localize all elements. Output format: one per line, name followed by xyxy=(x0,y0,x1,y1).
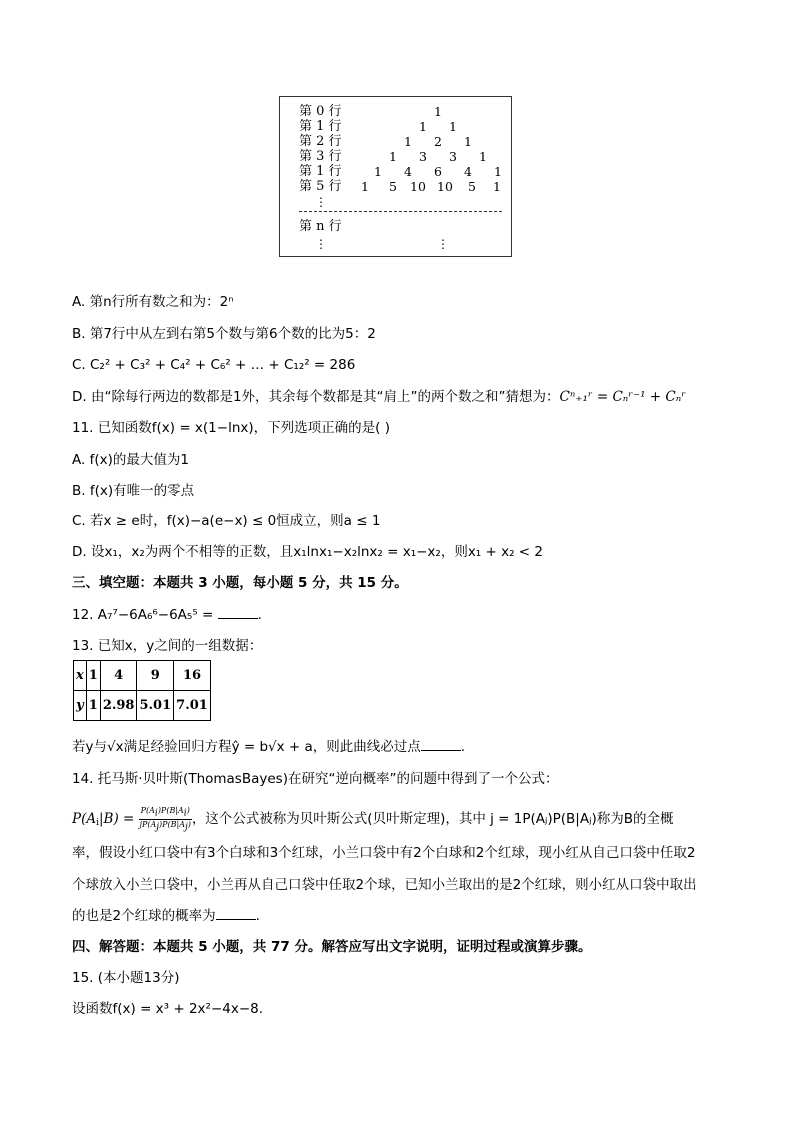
tri-cell: 1 xyxy=(434,104,442,119)
option-11a: A. f(x)的最大值为1 xyxy=(72,452,189,468)
table-cell: 1 xyxy=(86,661,100,691)
tri-cell: 3 xyxy=(419,149,427,164)
tri-cell: 1 xyxy=(404,134,412,149)
table-cell: 1 xyxy=(86,691,100,721)
question-14-line2-rest: ，这个公式被称为贝叶斯公式(贝叶斯定理)，其中 j = 1P(Aⱼ)P(B|Aⱼ)称为B的全概 xyxy=(191,811,674,828)
tri-cell: 1 xyxy=(361,179,369,194)
dashed-divider xyxy=(299,211,502,212)
tri-cell: 1 xyxy=(419,119,427,134)
tri-cell: 4 xyxy=(464,164,472,179)
question-13-text xyxy=(72,737,465,757)
tri-cell: 1 xyxy=(494,164,502,179)
answer-blank[interactable] xyxy=(218,607,258,619)
tri-cell: 5 xyxy=(389,179,397,194)
table-row xyxy=(74,661,211,691)
bayes-fraction: $\frac{P(A_i)P(B|A_i)}{jP(A_j)P(B|A_j)}$ xyxy=(139,806,191,833)
question-11-stem: 11. 已知函数f(x) = x(1−lnx)，下列选项正确的是( ) xyxy=(72,420,390,436)
tri-cell: 1 xyxy=(479,149,487,164)
tri-cell: 1 xyxy=(374,164,382,179)
tri-cell: 6 xyxy=(434,164,442,179)
question-14-line4: 个球放入小兰口袋中，小兰再从自己口袋中任取2个球，已知小兰取出的是2个红球，则小红从口袋中取出 xyxy=(72,877,697,893)
section-3-heading: 三、填空题：本题共 3 小题，每小题 5 分，共 15 分。 xyxy=(72,575,408,591)
row-label-5: 第 5 行 xyxy=(299,179,342,194)
tri-cell: 10 xyxy=(410,179,426,194)
tri-cell: 1 xyxy=(493,179,501,194)
table-row xyxy=(74,691,211,721)
question-14-line5-text: 的也是2个红球的概率为 xyxy=(72,908,216,924)
tri-cell: 1 xyxy=(449,119,457,134)
table-cell: 7.01 xyxy=(174,691,211,721)
vdots: ⋮ xyxy=(315,195,327,209)
question-12-label: 12. A₇⁷−6A₆⁶−6A₅⁵ = xyxy=(72,607,214,623)
answer-blank[interactable] xyxy=(421,739,461,751)
vdots: ⋮ xyxy=(315,237,327,251)
table-cell: 9 xyxy=(137,661,174,691)
answer-blank[interactable] xyxy=(216,908,256,920)
question-14-line1: 14. 托马斯·贝叶斯(ThomasBayes)在研究“逆向概率”的问题中得到了一个公式： xyxy=(72,771,559,787)
option-11c: C. 若x ≥ e时，f(x)−a(e−x) ≤ 0恒成立，则a ≤ 1 xyxy=(72,513,381,529)
table-cell: x xyxy=(74,661,87,691)
question-13-stem: 13. 已知x，y之间的一组数据： xyxy=(72,638,263,654)
question-12 xyxy=(72,605,262,625)
question-15-text: 设函数f(x) = x³ + 2x²−4x−8. xyxy=(72,1001,264,1017)
question-13-end: . xyxy=(460,739,466,755)
option-10c: C. C₂² + C₃² + C₄² + C₆² + … + C₁₂² = 286 xyxy=(72,357,356,373)
row-label-2: 第 2 行 xyxy=(299,134,342,149)
tri-cell: 5 xyxy=(468,179,476,194)
row-label-1: 第 1 行 xyxy=(299,119,342,134)
option-11b: B. f(x)有唯一的零点 xyxy=(72,483,195,499)
tri-cell: 10 xyxy=(437,179,453,194)
section-4-heading: 四、解答题：本题共 5 小题，共 77 分。解答应写出文字说明，证明过程或演算步骤。 xyxy=(72,939,592,955)
row-label-0: 第 0 行 xyxy=(299,104,342,119)
tri-cell: 4 xyxy=(404,164,412,179)
option-11d: D. 设x₁，x₂为两个不相等的正数，且x₁lnx₁−x₂lnx₂ = x₁−x₂，则x₁ + x₂ < 2 xyxy=(72,544,543,560)
question-14-line2: P(Ai|B) = $\frac{P(A_i)P(B|A_i)}{jP(A_j)P(B|A_j)}$ ，这个公式被称为贝叶斯公式(贝叶斯定理)，其中 j = 1P(Aⱼ)P(B|Aⱼ)称为B的全概 xyxy=(72,806,674,833)
question-12-end: . xyxy=(257,607,262,623)
option-10d-formula: Cⁿ₊₁ʳ = Cₙʳ⁻¹ + Cₙʳ xyxy=(559,389,686,405)
tri-cell: 3 xyxy=(449,149,457,164)
option-10a: A. 第n行所有数之和为：2ⁿ xyxy=(72,294,234,310)
table-cell: 2.98 xyxy=(100,691,137,721)
option-10d-text: D. 由“除每行两边的数都是1外，其余每个数都是其“肩上”的两个数之和”猜想为： xyxy=(72,389,560,405)
table-cell: y xyxy=(74,691,87,721)
table-cell: 4 xyxy=(100,661,137,691)
tri-cell: 2 xyxy=(434,134,442,149)
question-14-end: . xyxy=(255,908,260,924)
row-label-n: 第 n 行 xyxy=(299,219,342,234)
question-13-body: 若y与√x满足经验回归方程ŷ = b√x + a，则此曲线必过点 xyxy=(72,739,421,755)
tri-cell: 1 xyxy=(389,149,397,164)
question-15-title: 15. (本小题13分) xyxy=(72,970,180,986)
row-label-3: 第 3 行 xyxy=(299,149,342,164)
table-cell: 5.01 xyxy=(137,691,174,721)
bayes-formula-lhs: P(A xyxy=(72,811,97,828)
vdots: ⋮ xyxy=(437,237,449,251)
question-14-line5 xyxy=(72,906,260,926)
option-10d xyxy=(72,387,686,407)
option-10b: B. 第7行中从左到右第5个数与第6个数的比为5：2 xyxy=(72,326,376,342)
question-14-line3: 率，假设小红口袋中有3个白球和3个红球，小兰口袋中有2个白球和2个红球，现小红从自己口袋中任取2 xyxy=(72,845,696,861)
data-table xyxy=(73,660,211,721)
table-cell: 16 xyxy=(174,661,211,691)
row-label-4: 第 1 行 xyxy=(299,164,342,179)
tri-cell: 1 xyxy=(464,134,472,149)
pascal-triangle-figure xyxy=(279,96,512,257)
